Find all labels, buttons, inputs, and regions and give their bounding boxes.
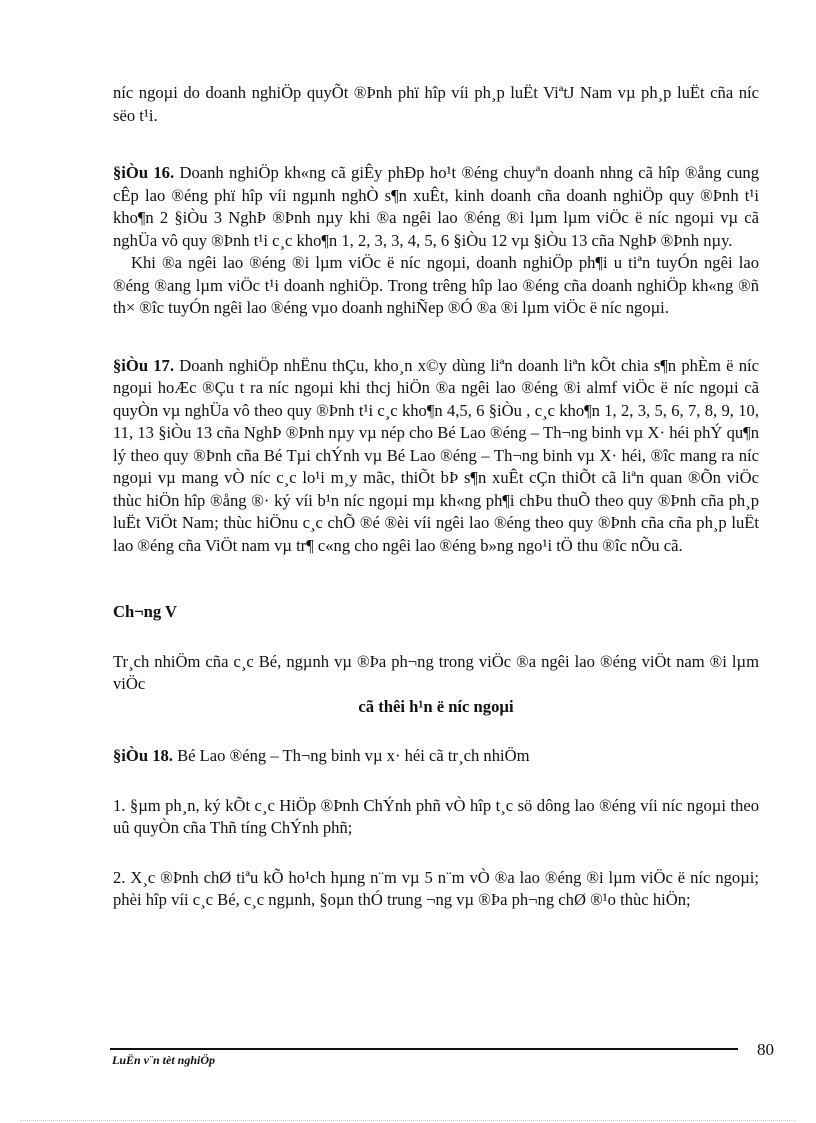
article-17 xyxy=(113,355,759,558)
article-18 xyxy=(113,745,759,768)
article-18-item-2: 2. X¸c ®Þnh chØ tiªu kÕ ho¹ch hµng n¨m vµ 5 n¨m vÒ ®a lao ®éng ®i lµm viÖc ë níc ngoµi; phèi hîp víi c¸c Bé, c¸c ngµnh, §oµn thÓ trung ¬ng vµ ®Þa ph¬ng chØ ®¹o thùc hiÖn; xyxy=(113,867,759,909)
article-17-label: §iÒu 17. xyxy=(113,355,174,375)
article-18-item-1: 1. §µm ph¸n, ký kÕt c¸c HiÖp ®Þnh ChÝnh phñ vÒ hîp t¸c sö dông lao ®éng víi níc ngoµi theo uû quyÒn cña Thñ tíng ChÝnh phñ; xyxy=(113,795,759,837)
article-16-text: Doanh nghiÖp kh«ng cã giÊy phÐp ho¹t ®éng chuyªn doanh nhng cã hîp ®ång cung cÊp lao ®éng phï hîp víi ngµnh nghÒ s¶n xuÊt, kinh doanh cña doanh nghiÖp quy ®Þnh t¹i kho¶n 2 §iÒu 3 NghÞ ®Þnh nµy khi ®a ngêi lao ®éng ®i lµm lµm viÖc ë níc ngoµi vµ cã nghÜa vô quy ®Þnh t¹i c¸c kho¶n 1, 2, 3, 3, 4, 5, 6 §iÒu 12 vµ §iÒu 13 cña NghÞ ®Þnh nµy. xyxy=(113,163,759,250)
footer-label: LuËn v¨n tèt nghiÖp xyxy=(112,1053,216,1067)
chapter-title-line-2: cã thêi h¹n ë níc ngoµi xyxy=(358,696,514,716)
article-16-label: §iÒu 16. xyxy=(113,163,175,182)
chapter-heading: Ch¬ng V xyxy=(113,602,178,621)
article-16-paragraph-2: Khi ®a ngêi lao ®éng ®i lµm viÖc ë níc ngoµi, doanh nghiÖp ph¶i u tiªn tuyÓn ngêi lao ®éng ®ang lµm viÖc t¹i doanh nghiÖp. Trong trêng hîp lao ®éng cña doanh nghiÖp kh«ng ®ñ th× ®îc tuyÓn ngêi lao ®éng vµo doanh nghiÑep ®Ó ®a ®i lµm viÖc ë níc ngoµi. xyxy=(113,253,759,317)
article-16 xyxy=(113,162,759,252)
footer-divider xyxy=(110,1048,738,1050)
page-bottom-edge xyxy=(20,1120,796,1121)
article-18-label: §iÒu 18. xyxy=(113,746,173,765)
chapter-title-line-1: Tr¸ch nhiÖm cña c¸c Bé, ngµnh vµ ®Þa ph¬ng trong viÖc ®a ngêi lao ®éng viÖt nam ®i lµm viÖc xyxy=(113,651,759,693)
article-18-text: Bé Lao ®éng – Th¬ng binh vµ x· héi cã tr¸ch nhiÖm xyxy=(172,746,530,765)
article-17-text: Doanh nghiÖp nhËnu thÇu, kho¸n x©y dùng liªn doanh liªn kÕt chia s¶n phÈm ë níc ngoµi hoÆc ®Çu t ra níc ngoµi khi thcj hiÖn ®a ngêi lao ®éng ®i almf viÖc ë níc ngoµi cã quyÒn vµ nghÜa vô theo quy ®Þnh t¹i c¸c kho¶n 4,5, 6 §iÒu , c¸c kho¶n 1, 2, 3, 5, 6, 7, 8, 9, 10, 11, 13 §iÒu 13 cña NghÞ ®Þnh nµy vµ nép cho Bé Lao ®éng – Th¬ng binh vµ X· héi phÝ qu¶n lý theo quy ®Þnh cña Bé Tµi chÝnh vµ Bé Lao ®éng – Th¬ng binh vµ X· héi, ®îc mang ra níc ngoµi vµ mang vÒ níc c¸c lo¹i m¸y mãc, thiÕt bÞ s¶n xuÊt cÇn thiÕt cã liªn quan ®Õn viÖc thùc hiÖn hîp ®ång ®· ký víi b¹n níc ngoµi mµ kh«ng ph¶i chÞu thuÕ theo quy ®Þnh cña ph¸p luËt ViÖt Nam; thùc hiÖnu c¸c chÕ ®é ®èi víi ngêi lao ®éng theo quy ®Þnh cña cña ph¸p luËt lao ®éng cña ViÖt nam vµ tr¶ c«ng cho ngêi lao ®éng b»ng ngo¹i tÖ thu ®îc nÕu cã. xyxy=(113,355,760,555)
page-number: 80 xyxy=(757,1040,774,1059)
paragraph-continuation: níc ngoµi do doanh nghiÖp quyÕt ®Þnh phï hîp víi ph¸p luËt ViªtJ Nam vµ ph¸p luËt cña níc sëo t¹i. xyxy=(113,83,759,125)
page-body xyxy=(113,82,759,912)
